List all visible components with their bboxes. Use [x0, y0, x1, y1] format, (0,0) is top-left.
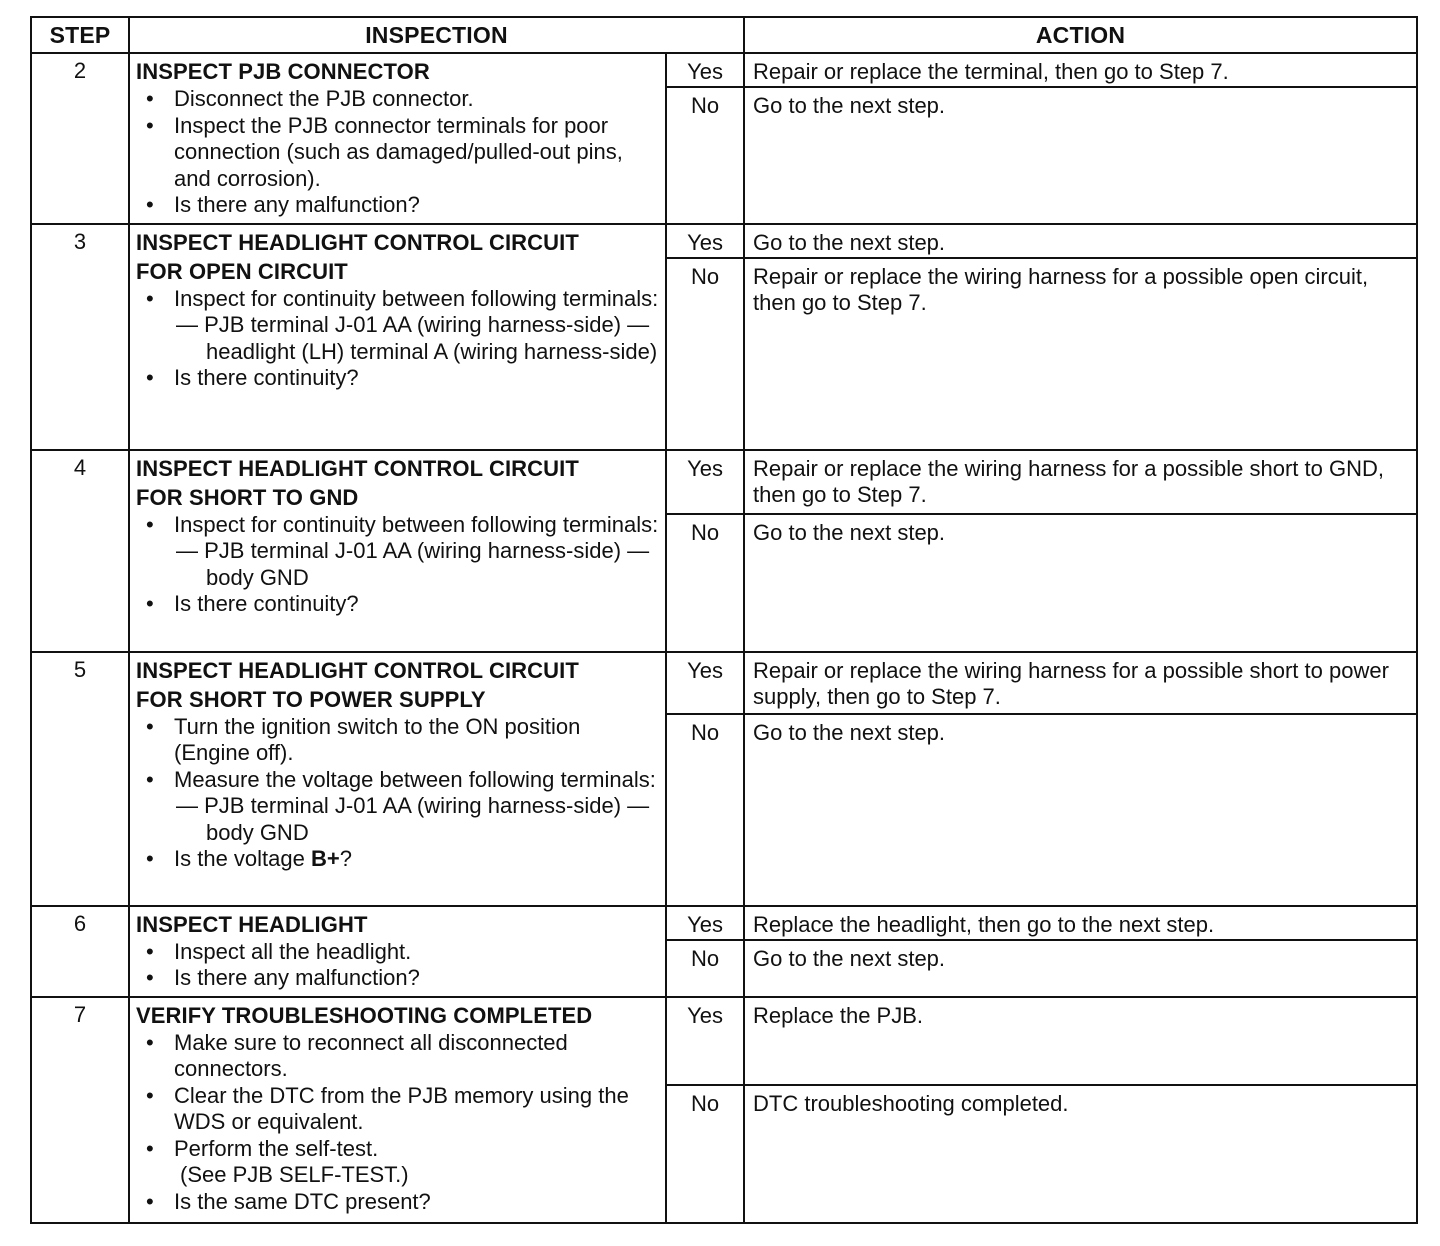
inspection-cell [129, 224, 666, 450]
yes-label: Yes [666, 997, 744, 1085]
inspection-title [136, 228, 659, 286]
inspection-bullet [136, 1136, 659, 1189]
yes-label: Yes [666, 224, 744, 258]
bullet-text: Is the voltage [174, 846, 311, 871]
inspection-bullet: • Disconnect the PJB connector. [136, 86, 659, 113]
inspection-bullets [136, 86, 659, 219]
inspection-bullet [136, 286, 659, 366]
inspection-bullet [136, 512, 659, 592]
yes-action: Repair or replace the terminal, then go to Step 7. [744, 53, 1417, 87]
inspection-bullet: • Is there continuity? [136, 365, 659, 392]
inspection-cell [129, 997, 666, 1224]
inspection-bullet: • Inspect the PJB connector terminals for poor connection (such as damaged/pulled-out pins, and corrosion). [136, 113, 659, 193]
step-number: 2 [31, 53, 129, 224]
table-row [31, 652, 1417, 714]
step-number: 6 [31, 906, 129, 997]
inspection-title-line: INSPECT HEADLIGHT CONTROL CIRCUIT [136, 455, 579, 481]
yes-label: Yes [666, 652, 744, 714]
no-action: Repair or replace the wiring harness for a possible open circuit, then go to Step 7. [744, 258, 1417, 450]
no-label: No [666, 258, 744, 450]
step-number: 3 [31, 224, 129, 450]
table-row [31, 906, 1417, 940]
yes-action: Repair or replace the wiring harness for a possible short to GND, then go to Step 7. [744, 450, 1417, 514]
inspection-title [136, 454, 659, 512]
inspection-bullet [136, 767, 659, 847]
no-label: No [666, 1085, 744, 1224]
no-label: No [666, 714, 744, 906]
inspection-title-line: FOR SHORT TO GND [136, 484, 359, 510]
sub-item: — PJB terminal J-01 AA (wiring harness-side) — headlight (LH) terminal A (wiring harness-side) [176, 312, 658, 364]
inspection-title-line: FOR OPEN CIRCUIT [136, 258, 348, 284]
troubleshooting-table [30, 16, 1418, 1224]
table-row [31, 450, 1417, 514]
no-action: Go to the next step. [744, 940, 1417, 997]
inspection-cell [129, 906, 666, 997]
sub-item: — PJB terminal J-01 AA (wiring harness-side) — body GND [176, 538, 650, 590]
inspection-bullet-text: Measure the voltage between following terminals: [174, 766, 656, 792]
inspection-bullet-text: Inspect for continuity between following terminals: [174, 285, 659, 311]
inspection-title-line: FOR SHORT TO POWER SUPPLY [136, 686, 486, 712]
yes-label: Yes [666, 906, 744, 940]
inspection-bullet: • Turn the ignition switch to the ON position (Engine off). [136, 714, 659, 767]
inspection-bullet-text: Perform the self-test. [174, 1135, 379, 1161]
voltage-value: B+ [310, 846, 340, 871]
step-number: 5 [31, 652, 129, 906]
yes-action: Replace the PJB. [744, 997, 1417, 1085]
table-row [31, 224, 1417, 258]
bullet-text-end: ? [339, 846, 352, 871]
inspection-bullets [136, 512, 659, 618]
header-inspection: INSPECTION [129, 17, 744, 53]
step-number: 7 [31, 997, 129, 1224]
no-action: Go to the next step. [744, 714, 1417, 906]
inspection-title [136, 656, 659, 714]
table-row [31, 53, 1417, 87]
yes-label: Yes [666, 53, 744, 87]
inspection-cell [129, 450, 666, 652]
yes-action: Replace the headlight, then go to the next step. [744, 906, 1417, 940]
inspection-title: INSPECT HEADLIGHT [136, 911, 368, 937]
no-label: No [666, 514, 744, 652]
inspection-bullets [136, 939, 659, 992]
inspection-title-line: INSPECT HEADLIGHT CONTROL CIRCUIT [136, 657, 579, 683]
inspection-title: INSPECT PJB CONNECTOR [136, 59, 430, 84]
yes-action: Repair or replace the wiring harness for a possible short to power supply, then go to Step 7. [744, 652, 1417, 714]
inspection-title: VERIFY TROUBLESHOOTING COMPLETED [136, 1002, 593, 1028]
no-action: Go to the next step. [744, 87, 1417, 223]
table-row [31, 997, 1417, 1085]
inspection-cell [129, 53, 666, 224]
inspection-bullet [136, 846, 659, 873]
sub-item: — PJB terminal J-01 AA (wiring harness-side) — body GND [176, 793, 650, 845]
yes-action: Go to the next step. [744, 224, 1417, 258]
inspection-bullet-text: Inspect for continuity between following terminals: [174, 511, 659, 537]
header-row [31, 17, 1417, 53]
inspection-title-line: INSPECT HEADLIGHT CONTROL CIRCUIT [136, 229, 579, 255]
inspection-bullet: • Inspect all the headlight. [136, 939, 659, 966]
header-step: STEP [31, 17, 129, 53]
self-test-reference: (See PJB SELF-TEST.) [180, 1162, 409, 1187]
inspection-bullet: • Is the same DTC present? [136, 1189, 659, 1216]
no-label: No [666, 87, 744, 223]
inspection-bullet: • Is there any malfunction? [136, 965, 659, 992]
no-action: DTC troubleshooting completed. [744, 1085, 1417, 1224]
inspection-bullets [136, 1030, 659, 1216]
inspection-bullets [136, 714, 659, 873]
inspection-cell [129, 652, 666, 906]
no-label: No [666, 940, 744, 997]
inspection-bullet: • Is there any malfunction? [136, 192, 659, 219]
inspection-bullets [136, 286, 659, 392]
header-action: ACTION [744, 17, 1417, 53]
inspection-bullet: • Make sure to reconnect all disconnected connectors. [136, 1030, 659, 1083]
inspection-bullet: • Is there continuity? [136, 591, 659, 618]
step-number: 4 [31, 450, 129, 652]
yes-label: Yes [666, 450, 744, 514]
no-action: Go to the next step. [744, 514, 1417, 652]
inspection-bullet: • Clear the DTC from the PJB memory using the WDS or equivalent. [136, 1083, 659, 1136]
